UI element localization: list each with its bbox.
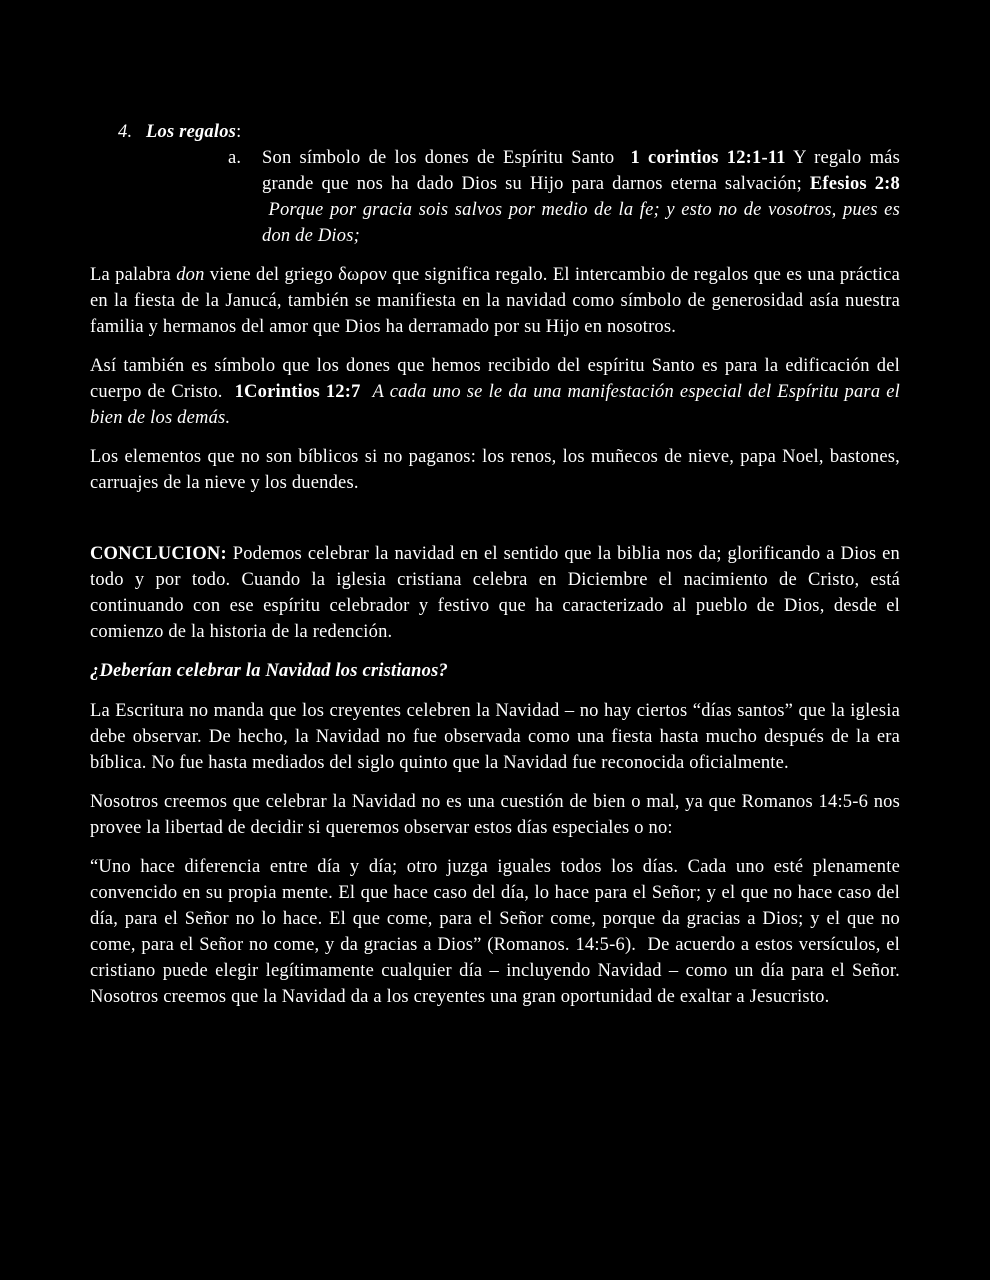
subitem-text: Son símbolo de los dones de Espíritu Santo 1 corintios 12:1-11 Y regalo más grande que nos ha dado Dios su Hijo para darnos eterna salvación; Efesios 2:8 Porque por gracia sois salvos por medio de la fe; y esto no de vosotros, pues es don de Dios; bbox=[262, 148, 900, 246]
paragraph-la-palabra-don: La palabra don viene del griego δωρον que significa regalo. El intercambio de regalos que es una práctica en la fiesta de la Janucá, también se manifiesta en la navidad como símbolo de generosidad asía nuestra familia y hermanos del amor que Dios ha derramado por su Hijo en nosotros. bbox=[90, 265, 900, 337]
paragraph-la-escritura: La Escritura no manda que los creyentes celebren la Navidad – no hay ciertos “días santos” que la iglesia debe observar. De hecho, la Navidad no fue observada como una fiesta hasta mucho después de la era bíblica. No fue hasta mediados del siglo quinto que la Navidad fue reconocida oficialmente. bbox=[90, 701, 900, 773]
paragraph-romanos-quote: “Uno hace diferencia entre día y día; otro juzga iguales todos los días. Cada uno esté plenamente convencido en su propia mente. El que hace caso del día, lo hace para el Señor; y el que no hace caso del día, para el Señor no lo hace. El que come, para el Señor come, porque da gracias a Dios; y el que no come, para el Señor no come, y da gracias a Dios” (Romanos. 14:5-6). De acuerdo a estos versículos, el cristiano puede elegir legítimamente cualquier día – incluyendo Navidad – como un día para el Señor. Nosotros creemos que la Navidad da a los creyentes una gran oportunidad de exaltar a Jesucristo. bbox=[90, 857, 900, 1007]
paragraph-asi-tambien: Así también es símbolo que los dones que hemos recibido del espíritu Santo es para la edificación del cuerpo de Cristo. 1Corintios 12:7 A cada uno se le da una manifestación especial del Espíritu para el bien de los demás. bbox=[90, 356, 901, 428]
list-item-title: Los regalos: bbox=[146, 122, 242, 142]
paragraph-nosotros-creemos: Nosotros creemos que celebrar la Navidad no es una cuestión de bien o mal, ya que Romanos 14:5-6 nos provee la libertad de decidir si queremos observar estos días especiales o no: bbox=[90, 792, 900, 838]
list-item-4 bbox=[118, 119, 900, 145]
list-number: 4. bbox=[118, 122, 133, 142]
list-subitem-a bbox=[228, 145, 900, 249]
subitem-marker: a. bbox=[228, 148, 242, 168]
paragraph-conclusion: CONCLUCION: Podemos celebrar la navidad en el sentido que la biblia nos da; glorificando a Dios en todo y por todo. Cuando la iglesia cristiana celebra en Diciembre el nacimiento de Cristo, está continuando con ese espíritu celebrador y festivo que ha caracterizado al pueblo de Dios, desde el comienzo de la historia de la redención. bbox=[90, 544, 900, 642]
paragraph-elementos-paganos: Los elementos que no son bíblicos si no paganos: los renos, los muñecos de nieve, papa Noel, bastones, carruajes de la nieve y los duendes. bbox=[90, 447, 900, 493]
section-heading-question: ¿Deberían celebrar la Navidad los cristianos? bbox=[90, 661, 448, 681]
